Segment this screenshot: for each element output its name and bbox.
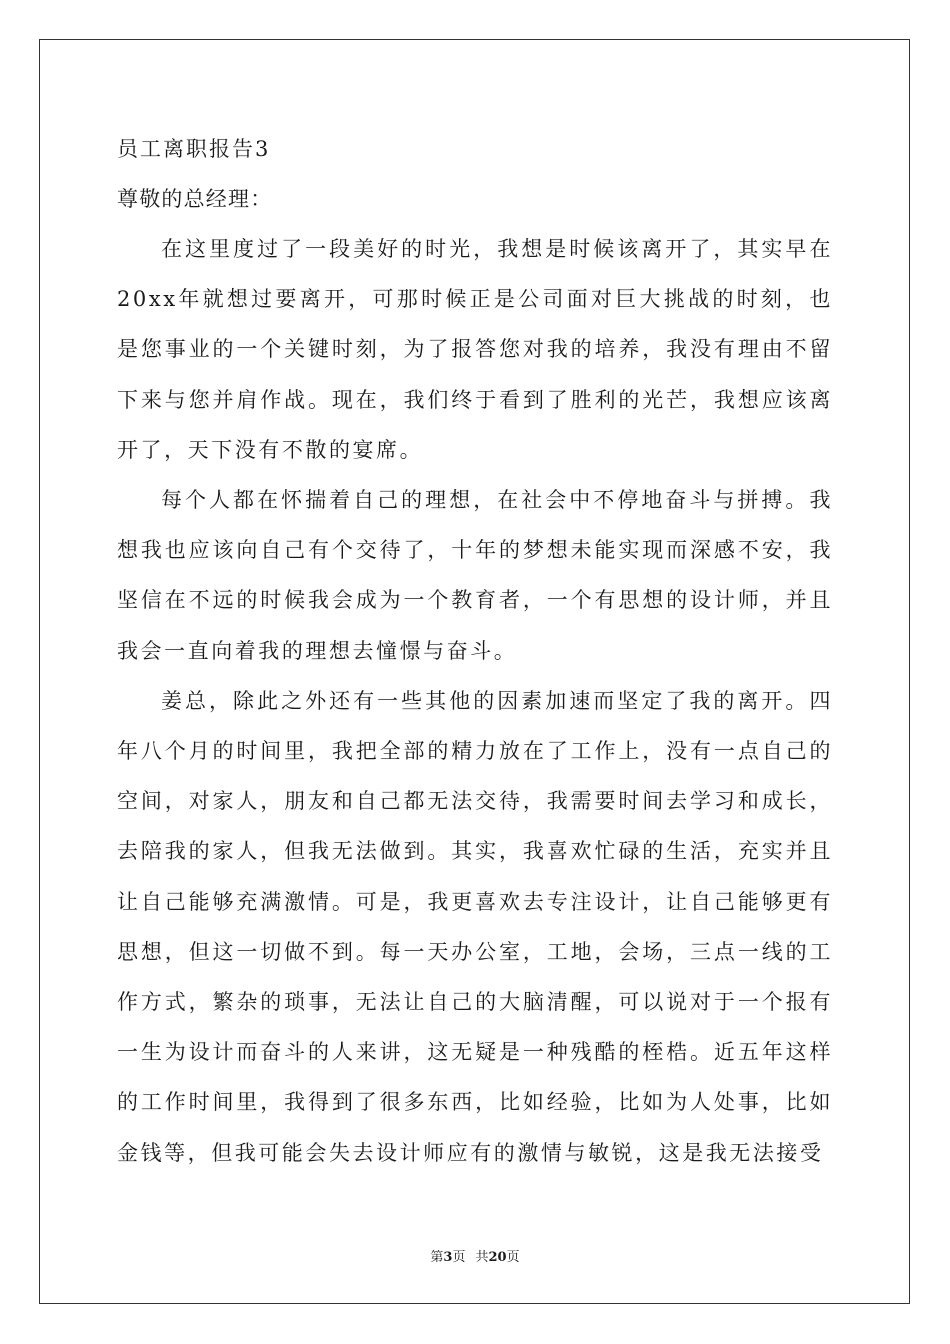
document-heading: 员工离职报告3 xyxy=(117,137,271,161)
paragraph-3: 姜总，除此之外还有一些其他的因素加速而坚定了我的离开。四年八个月的时间里，我把全部的精力放在了工作上，没有一点自己的空间，对家人，朋友和自己都无法交待，我需要时间去学习和成长，去陪我的家人，但我无法做到。其实，我喜欢忙碌的生活，充实并且让自己能够充满激情。可是，我更喜欢去专注设计，让自己能够更有思想，但这一切做不到。每一天办公室，工地，会场，三点一线的工作方式，繁杂的琐事，无法让自己的大脑清醒，可以说对于一个报有一生为设计而奋斗的人来讲，这无疑是一种残酷的桎梏。近五年这样的工作时间里，我得到了很多东西，比如经验，比如为人处事，比如金钱等，但我可能会失去设计师应有的激情与敏锐，这是我无法接受 xyxy=(117,688,833,1165)
total-pages-number: 20 xyxy=(488,1250,507,1265)
current-page-number: 3 xyxy=(443,1250,453,1265)
page-label-suffix: 页 xyxy=(452,1250,466,1265)
document-body xyxy=(117,124,833,1178)
page-label-prefix: 第 xyxy=(430,1250,444,1265)
salutation: 尊敬的总经理： xyxy=(117,187,273,211)
total-label-prefix: 共 xyxy=(475,1250,489,1265)
paragraph-1: 在这里度过了一段美好的时光，我想是时候该离开了，其实早在20xx年就想过要离开，可那时候正是公司面对巨大挑战的时刻，也是您事业的一个关键时刻，为了报答您对我的培养，我没有理由不留下来与您并肩作战。现在，我们终于看到了胜利的光芒，我想应该离开了，天下没有不散的宴席。 xyxy=(117,237,833,462)
page-footer xyxy=(0,1246,950,1265)
paragraph-2: 每个人都在怀揣着自己的理想，在社会中不停地奋斗与拼搏。我想我也应该向自己有个交待了，十年的梦想未能实现而深感不安，我坚信在不远的时候我会成为一个教育者，一个有思想的设计师，并且我会一直向着我的理想去憧憬与奋斗。 xyxy=(117,488,833,663)
total-label-suffix: 页 xyxy=(506,1250,520,1265)
